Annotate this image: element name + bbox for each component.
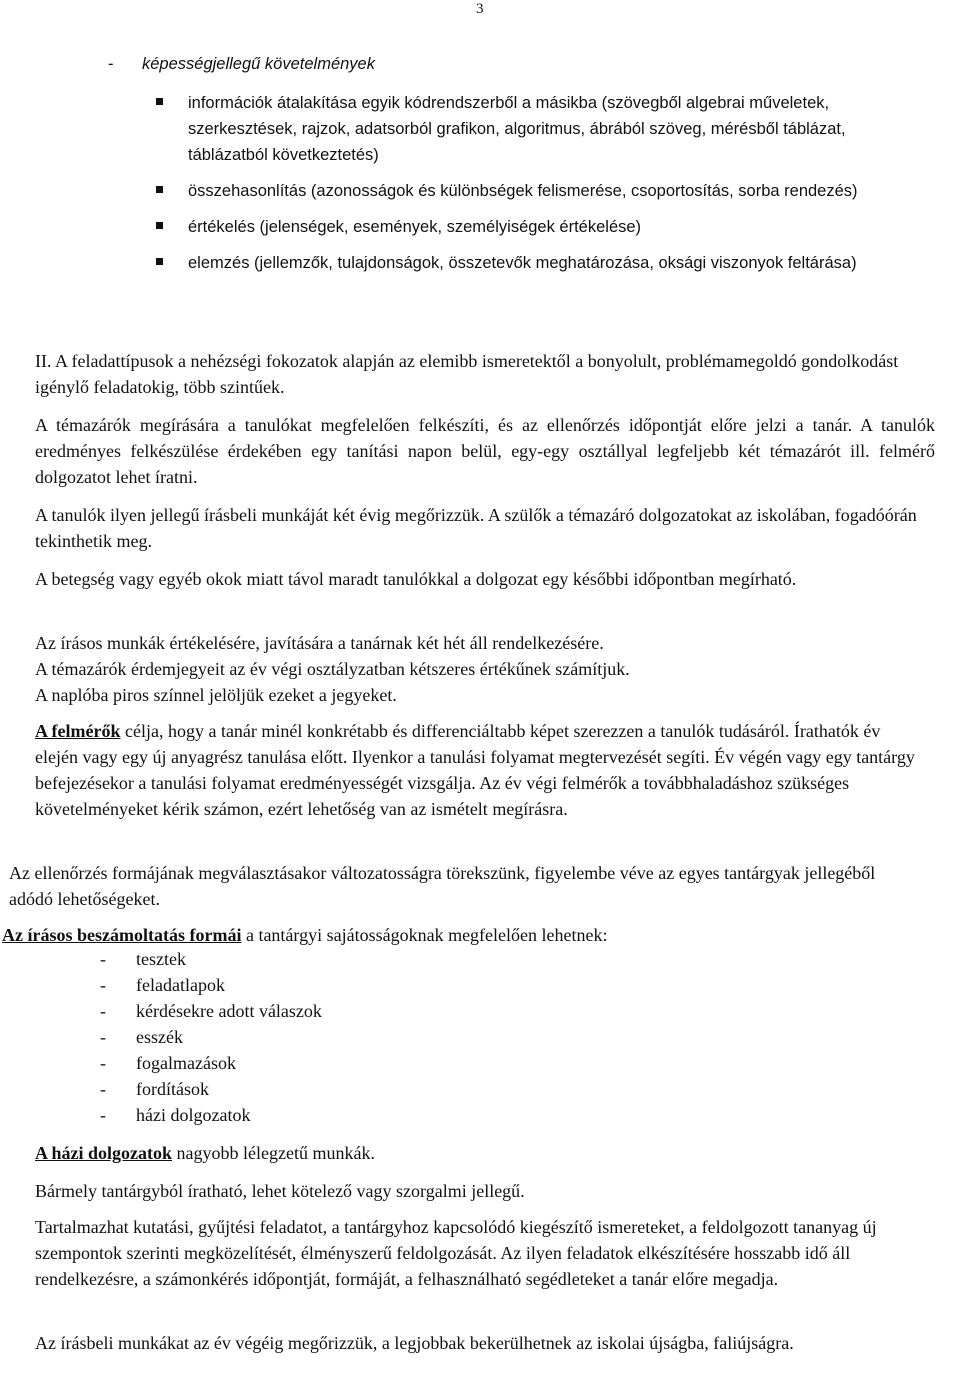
list-item-text: feladatlapok (136, 975, 225, 995)
paragraph-irasos-munkak (35, 630, 960, 708)
square-bullet-icon (156, 258, 163, 265)
dash-marker: - (100, 949, 106, 969)
list-item (150, 214, 920, 240)
paragraph-barmely: Bármely tantárgyból íratható, lehet kötelező vagy szorgalmi jellegű. (35, 1181, 525, 1201)
dash-marker: - (108, 55, 114, 73)
text-line: A témazárók érdemjegyeit az év végi osztályzatban kétszeres értékűnek számítjuk. (35, 659, 630, 679)
bullet-text: összehasonlítás (azonosságok és különbségek felismerése, csoportosítás, sorba rendezés) (188, 182, 858, 200)
paragraph-megorzes: A tanulók ilyen jellegű írásbeli munkáját két évig megőrizzük. A szülők a témazáró dolgozatokat az iskolában, fogadóórán tekinthetik meg. (35, 505, 917, 551)
list-item (100, 1050, 500, 1076)
bullet-text: információk átalakítása egyik kódrendszerből a másikba (szövegből algebrai műveletek, szerkesztések, rajzok, adatsorból grafikon, algoritmus, ábrából szöveg, mérésből táblázat, táblázatból következtetés) (188, 94, 846, 164)
dash-marker: - (100, 1001, 106, 1021)
irasos-formak-heading: Az írásos beszámoltatás formái (2, 925, 242, 945)
skills-heading (108, 51, 375, 77)
list-item (100, 1024, 500, 1050)
dash-marker: - (100, 975, 106, 995)
list-item (150, 250, 920, 276)
paragraph-feladattipusok: II. A feladattípusok a nehézségi fokozatok alapján az elemibb ismeretektől a bonyolult, problémamegoldó gondolkodást igénylő feladatokig, több szintűek. (35, 351, 899, 397)
list-item-text: esszék (136, 1027, 183, 1047)
hazi-dolgozatok-heading: A házi dolgozatok (35, 1143, 173, 1163)
irasos-formak-text: a tantárgyi sajátosságoknak megfelelően lehetnek: (241, 925, 608, 945)
written-forms-list (100, 946, 500, 1128)
list-item (150, 178, 920, 204)
list-item (100, 972, 500, 998)
dash-marker: - (100, 1105, 106, 1125)
square-bullet-icon (156, 222, 163, 229)
paragraph-temazarok: A témazárók megírására a tanulókat megfelelően felkészíti, és az ellenőrzés időpontját előre jelzi a tanár. A tanulók eredményes felkészülése érdekében egy tanítási napon belül, egy-egy osztállyal legfeljebb két témazárót ill. felmérő dolgozatot lehet íratni. (35, 415, 935, 487)
paragraph-tartalmazhat: Tartalmazhat kutatási, gyűjtési feladatot, a tantárgyhoz kapcsolódó kiegészítő ismereteket, a feldolgozott tananyag új szempontok szerinti megközelítését, élményszerű feldolgozását. Az ilyen feladatok elkészítésére hosszabb idő áll rendelkezésre, a számonkérés időpontját, formáját, a felhasználható segédleteket a tanár előre megadja. (35, 1217, 877, 1289)
dash-marker: - (100, 1027, 106, 1047)
dash-marker: - (100, 1079, 106, 1099)
list-item (100, 998, 500, 1024)
paragraph-irasos-formak (2, 922, 902, 948)
bullet-text: értékelés (jelenségek, események, személyiségek értékelése) (188, 218, 642, 236)
skills-bullet-list (150, 90, 920, 286)
list-item-text: kérdésekre adott válaszok (136, 1001, 322, 1021)
felmerok-text: célja, hogy a tanár minél konkrétabb és differenciáltabb képet szerezzen a tanulók tudásáról. Írathatók év elején vagy egy új anyagrész tanulása előtt. Ilyenkor a tanulási folyamat megtervezését segíti. Év végén vagy egy tantárgy befejezésekor a tanulási folyamat eredményességét vizsgálja. Az év végi felmérők a továbbhaladáshoz szükséges követelményeket kérik számon, ezért lehetőség van az ismételt megírásra. (35, 721, 915, 819)
list-item (100, 1076, 500, 1102)
list-item (150, 90, 920, 168)
felmerok-heading: A felmérők (35, 721, 121, 741)
list-item-text: házi dolgozatok (136, 1105, 251, 1125)
paragraph-ellenorzes: Az ellenőrzés formájának megválasztásakor változatosságra törekszünk, figyelembe véve az egyes tantárgyak jellegéből adódó lehetőségeket. (9, 863, 876, 909)
skills-heading-text: képességjellegű követelmények (142, 55, 375, 73)
list-item-text: fordítások (136, 1079, 209, 1099)
text-line: A naplóba piros színnel jelöljük ezeket a jegyeket. (35, 685, 397, 705)
paragraph-hazi-dolgozatok (35, 1140, 960, 1166)
square-bullet-icon (156, 98, 163, 105)
list-item-text: tesztek (136, 949, 186, 969)
paragraph-betegseg: A betegség vagy egyéb okok miatt távol maradt tanulókkal a dolgozat egy későbbi időpontban megírható. (35, 569, 797, 589)
list-item (100, 946, 500, 972)
text-line: Az írásos munkák értékelésére, javítására a tanárnak két hét áll rendelkezésére. (35, 633, 604, 653)
paragraph-felmerok (35, 718, 915, 822)
page-number: 3 (476, 1, 484, 17)
list-item-text: fogalmazások (136, 1053, 236, 1073)
bullet-text: elemzés (jellemzők, tulajdonságok, összetevők meghatározása, oksági viszonyok feltárása) (188, 254, 857, 272)
paragraph-irasbeli-megorzes: Az írásbeli munkákat az év végéig megőrizzük, a legjobbak bekerülhetnek az iskolai újságba, faliújságra. (35, 1333, 794, 1353)
dash-marker: - (100, 1053, 106, 1073)
hazi-dolgozatok-text: nagyobb lélegzetű munkák. (172, 1143, 375, 1163)
square-bullet-icon (156, 186, 163, 193)
list-item (100, 1102, 500, 1128)
